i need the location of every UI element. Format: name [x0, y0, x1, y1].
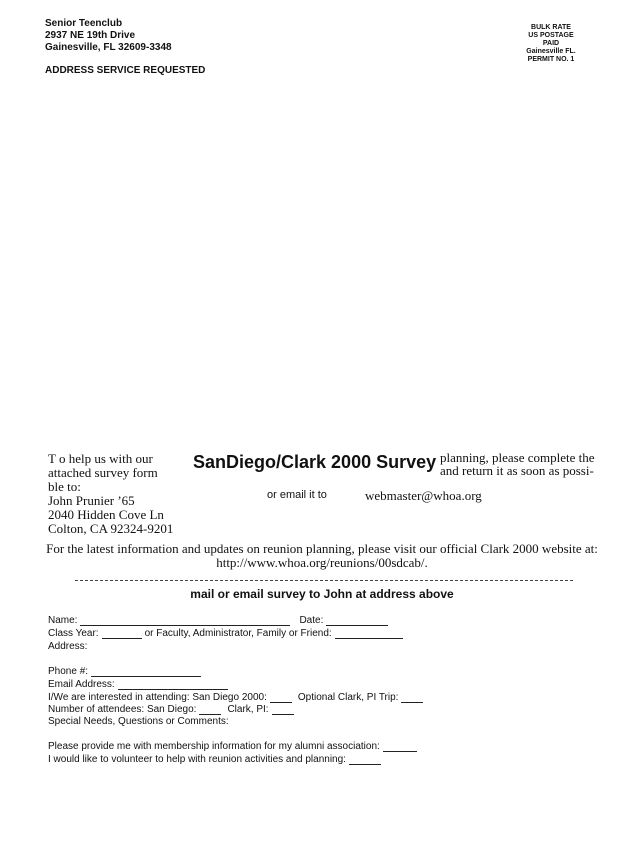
attendees-row — [48, 704, 297, 715]
name-label: Name: — [48, 615, 78, 626]
return-address-line: Senior Teenclub — [45, 18, 123, 29]
volunteer-field[interactable] — [349, 754, 381, 765]
date-label: Date: — [299, 615, 324, 626]
clark-attendees-field[interactable] — [272, 704, 294, 715]
membership-row — [48, 741, 420, 752]
san-diego-interest-field[interactable] — [270, 692, 292, 703]
email-field[interactable] — [118, 679, 228, 690]
attendees-label: Number of attendees: San Diego: — [48, 704, 197, 715]
name-row — [48, 615, 391, 626]
optional-trip-field[interactable] — [401, 692, 423, 703]
class-year-row — [48, 628, 406, 639]
membership-field[interactable] — [383, 741, 417, 752]
intro-left-text — [48, 452, 173, 536]
volunteer-row — [48, 754, 384, 765]
return-address-line: Gainesville, FL 32609-3348 — [45, 42, 172, 53]
membership-label: Please provide me with membership information for my alumni association: — [48, 741, 380, 752]
return-address — [45, 18, 172, 54]
optional-trip-label: Optional Clark, PI Trip: — [297, 692, 399, 703]
intro-line: ble to: — [48, 479, 81, 494]
mail-to-line: Colton, CA 92324-9201 — [48, 521, 174, 536]
special-needs-label: Special Needs, Questions or Comments: — [48, 716, 229, 727]
postage-line: PERMIT NO. 1 — [527, 56, 575, 63]
postage-line: Gainesville FL. — [526, 48, 576, 55]
special-needs-row — [48, 716, 229, 727]
postage-line: US POSTAGE — [528, 32, 574, 39]
clark-label: Clark, PI: — [227, 704, 269, 715]
class-year-field[interactable] — [102, 628, 142, 639]
name-field[interactable] — [80, 615, 290, 626]
website-link[interactable]: http://www.whoa.org/reunions/00sdcab/. — [216, 555, 428, 570]
san-diego-attendees-field[interactable] — [199, 704, 221, 715]
phone-field[interactable] — [91, 666, 201, 677]
address-row — [48, 641, 87, 652]
date-field[interactable] — [326, 615, 388, 626]
interest-row — [48, 692, 426, 703]
email-row — [48, 679, 231, 690]
intro-line: T o help us with our — [48, 451, 153, 466]
intro-line: planning, please complete the — [440, 450, 595, 465]
faculty-label: or Faculty, Administrator, Family or Friend: — [144, 628, 332, 639]
survey-title: SanDiego/Clark 2000 Survey — [193, 452, 437, 472]
email-label: Email Address: — [48, 679, 115, 690]
address-label: Address: — [48, 641, 88, 652]
return-address-line: 2937 NE 19th Drive — [45, 30, 136, 41]
address-service-notice: ADDRESS SERVICE REQUESTED — [45, 65, 206, 76]
faculty-field[interactable] — [335, 628, 403, 639]
postage-line: PAID — [542, 40, 560, 47]
mail-to-line: 2040 Hidden Cove Ln — [48, 507, 164, 522]
phone-row — [48, 666, 204, 677]
postage-indicia — [506, 24, 596, 64]
volunteer-label: I would like to volunteer to help with reunion activities and planning: — [48, 754, 346, 765]
class-year-label: Class Year: — [48, 628, 99, 639]
email-prefix: or email it to — [267, 489, 327, 501]
intro-right-text — [440, 451, 595, 477]
phone-label: Phone #: — [48, 666, 89, 677]
intro-line: attached survey form — [48, 465, 158, 480]
website-notice: For the latest information and updates on reunion planning, please visit our official Clark 2000 website at: — [46, 541, 598, 556]
intro-line: and return it as soon as possi- — [440, 463, 594, 478]
mail-instructions-heading: mail or email survey to John at address above — [190, 587, 454, 601]
mail-to-line: John Prunier ’65 — [48, 493, 135, 508]
dashed-divider — [75, 580, 573, 581]
email-link[interactable]: webmaster@whoa.org — [365, 488, 482, 503]
postage-line: BULK RATE — [531, 24, 571, 31]
interest-label: I/We are interested in attending: San Diego 2000: — [48, 692, 267, 703]
